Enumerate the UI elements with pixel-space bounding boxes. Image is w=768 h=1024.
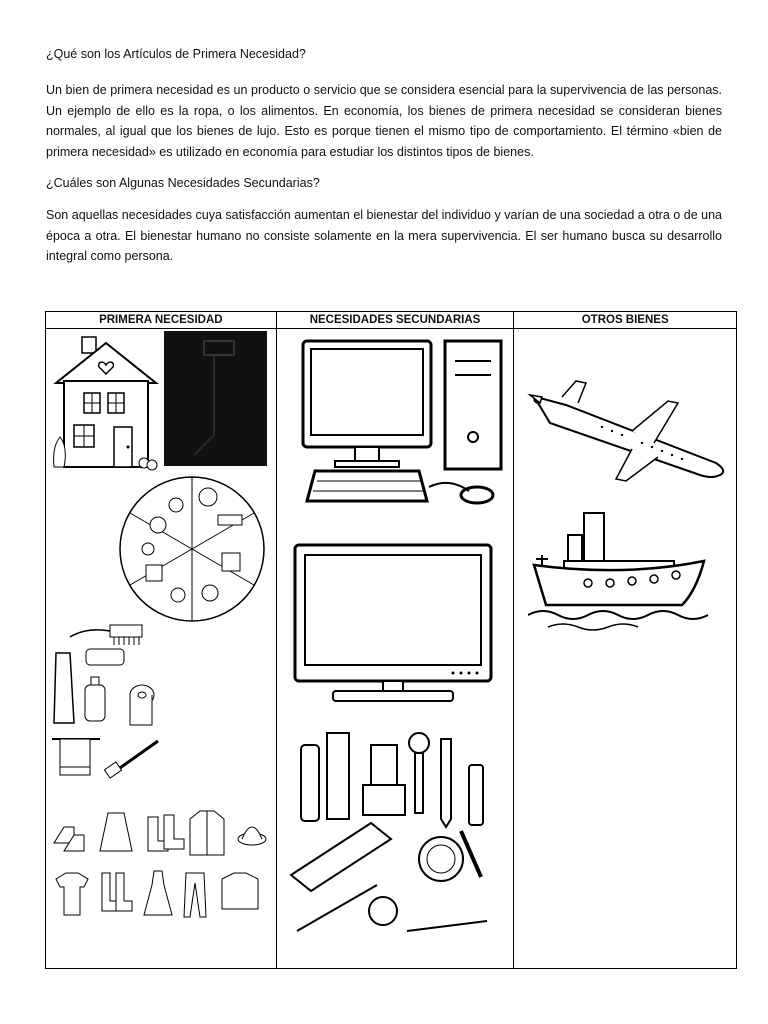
boots-icon: [148, 815, 184, 851]
clothes-row-2: [52, 869, 270, 921]
hat-icon: [238, 827, 266, 845]
toothbrush-icon: [104, 735, 162, 781]
keyboard-icon: [307, 471, 427, 501]
ship-icon: [528, 505, 718, 635]
water-tap-icon: [164, 331, 267, 466]
shoes-icon: [54, 827, 84, 851]
makeup-set-icon: [287, 725, 507, 947]
desktop-computer-icon: [299, 337, 511, 505]
soap-icon: [84, 645, 128, 669]
pants-icon: [184, 873, 206, 917]
house-icon: [52, 335, 160, 473]
sweater-icon: [222, 873, 258, 909]
header-necesidades-secundarias: NECESIDADES SECUNDARIAS: [276, 312, 514, 329]
header-primera-necesidad: PRIMERA NECESIDAD: [46, 312, 277, 329]
clothes-row-1: [52, 807, 270, 857]
tower-icon: [445, 341, 501, 469]
toothpaste-icon: [52, 649, 76, 729]
mouse-icon: [429, 483, 493, 503]
cell-otros-bienes: [514, 329, 737, 969]
cell-necesidades-secundarias: [276, 329, 514, 969]
dress-icon: [144, 871, 172, 915]
shampoo-icon: [82, 675, 108, 725]
socks-icon: [102, 873, 132, 911]
paragraph-primera-necesidad: Un bien de primera necesidad es un producto o servicio que se considera esencial para la supervivencia de las personas. Un ejemplo de ello es la ropa, o los alimentos. En economía, los bienes de primera necesidad se consideran bienes normales, al igual que los bienes de lujo. Esto es porque tienen el mismo tipo de comportamiento. El término «bien de primera necesidad» es utilizado en economía para estudiar los distintos tipos de bienes.: [46, 83, 722, 159]
toilet-paper-icon: [112, 683, 158, 731]
airplane-icon: [522, 373, 730, 493]
question-necesidades-secundarias: ¿Cuáles son Algunas Necesidades Secundarias?: [46, 176, 320, 190]
tv-monitor-icon: [293, 543, 493, 707]
coat-icon: [190, 811, 224, 855]
goods-table: [45, 311, 737, 969]
header-otros-bienes: OTROS BIENES: [514, 312, 737, 329]
cell-primera-necesidad: [46, 329, 277, 969]
paragraph-necesidades-secundarias: Son aquellas necesidades cuya satisfacción aumentan el bienestar del individuo y varían de una sociedad a otra o de una época a otra. El bienestar humano no consiste solamente en la mera supervivencia. El ser humano busca su desarrollo integral como persona.: [46, 208, 722, 263]
question-primera-necesidad: ¿Qué son los Artículos de Primera Necesidad?: [46, 47, 306, 61]
skirt-icon: [100, 813, 132, 851]
food-wheel-icon: [118, 465, 266, 635]
towel-icon: [50, 733, 102, 779]
tshirt-icon: [56, 873, 88, 915]
